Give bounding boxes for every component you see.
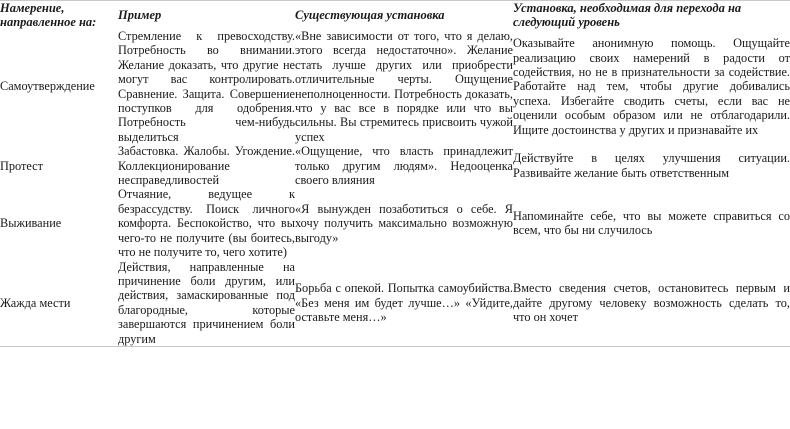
cell-example: Забастовка. Жалобы. Угождение. Коллекционирование несправедливостей xyxy=(118,144,295,188)
table-header xyxy=(0,1,790,30)
table-row xyxy=(0,187,790,259)
column-header-needed-attitude: Установка, необходимая для перехода на следующий уровень xyxy=(513,1,742,29)
table-body xyxy=(0,29,790,346)
cell-intent: Жажда мести xyxy=(0,295,71,310)
table-row xyxy=(0,29,790,144)
cell-example: Действия, направленные на причинение боли другим, или действия, замаскированные под благородные, которые завершаются причинением боли другим xyxy=(118,259,295,346)
table-row xyxy=(0,260,790,347)
cell-needed-attitude: Напоминайте себе, что вы можете справиться со всем, что бы ни случилось xyxy=(513,209,790,238)
cell-needed-attitude: Действуйте в целях улучшения ситуации. Развивайте желание быть ответственным xyxy=(513,151,790,180)
cell-existing-attitude: «Ощущение, что власть принадлежит только другим людям». Недооценка своего влияния xyxy=(295,144,513,188)
table-row xyxy=(0,144,790,187)
cell-existing-attitude: Борьба с опекой. Попытка самоубийства. «Без меня им будет лучше…» «Уйдите, оставьте меня…» xyxy=(295,281,513,324)
column-header-example: Пример xyxy=(118,8,162,22)
table-header-row xyxy=(0,1,790,30)
cell-existing-attitude: «Вне зависимости от того, что я делаю, этого всегда недостаточно». Желание стать лучше других или приобрести отличительные черты. Ощущение неполноценности. Потребность доказать, что у вас все в порядке или что вы сильны. Вы стремитесь присвоить чужой успех xyxy=(295,29,513,144)
cell-intent: Протест xyxy=(0,158,43,173)
cell-example: Отчаяние, ведущее к безрассудству. Поиск личного комфорта. Беспокойство, что вы чего-то не получите (вы боитесь, что не получите то, чего хотите) xyxy=(118,187,295,260)
cell-intent: Самоутверждение xyxy=(0,79,95,94)
column-header-intent: Намерение, направленное на: xyxy=(0,1,97,29)
cell-example: Стремление к превосходству. Потребность во внимании. Желание доказать, что другие не могут вас контролировать. Сравнение. Защита. Совершение поступков для одобрения. Потребность чем-нибудь выделиться xyxy=(118,29,295,144)
column-header-existing-attitude: Существующая установка xyxy=(295,8,445,22)
cell-intent: Выживание xyxy=(0,216,62,231)
cell-existing-attitude: «Я вынужден позаботиться о себе. Я хочу получить максимально возможную выгоду» xyxy=(295,201,513,245)
cell-needed-attitude: Оказывайте анонимную помощь. Ощущайте реализацию своих намерений в радости от содействия, но не в признательности за содействие. Работайте над тем, чтобы другие добивались успеха. Избегайте сводить счеты, если вас не оценили особым образом или не отблагодарили. Ищите достоинства у других и признавайте их xyxy=(513,36,790,137)
cell-needed-attitude: Вместо сведения счетов, остановитесь первым и дайте другому человеку возможность сделать то, что он хочет xyxy=(513,281,790,324)
